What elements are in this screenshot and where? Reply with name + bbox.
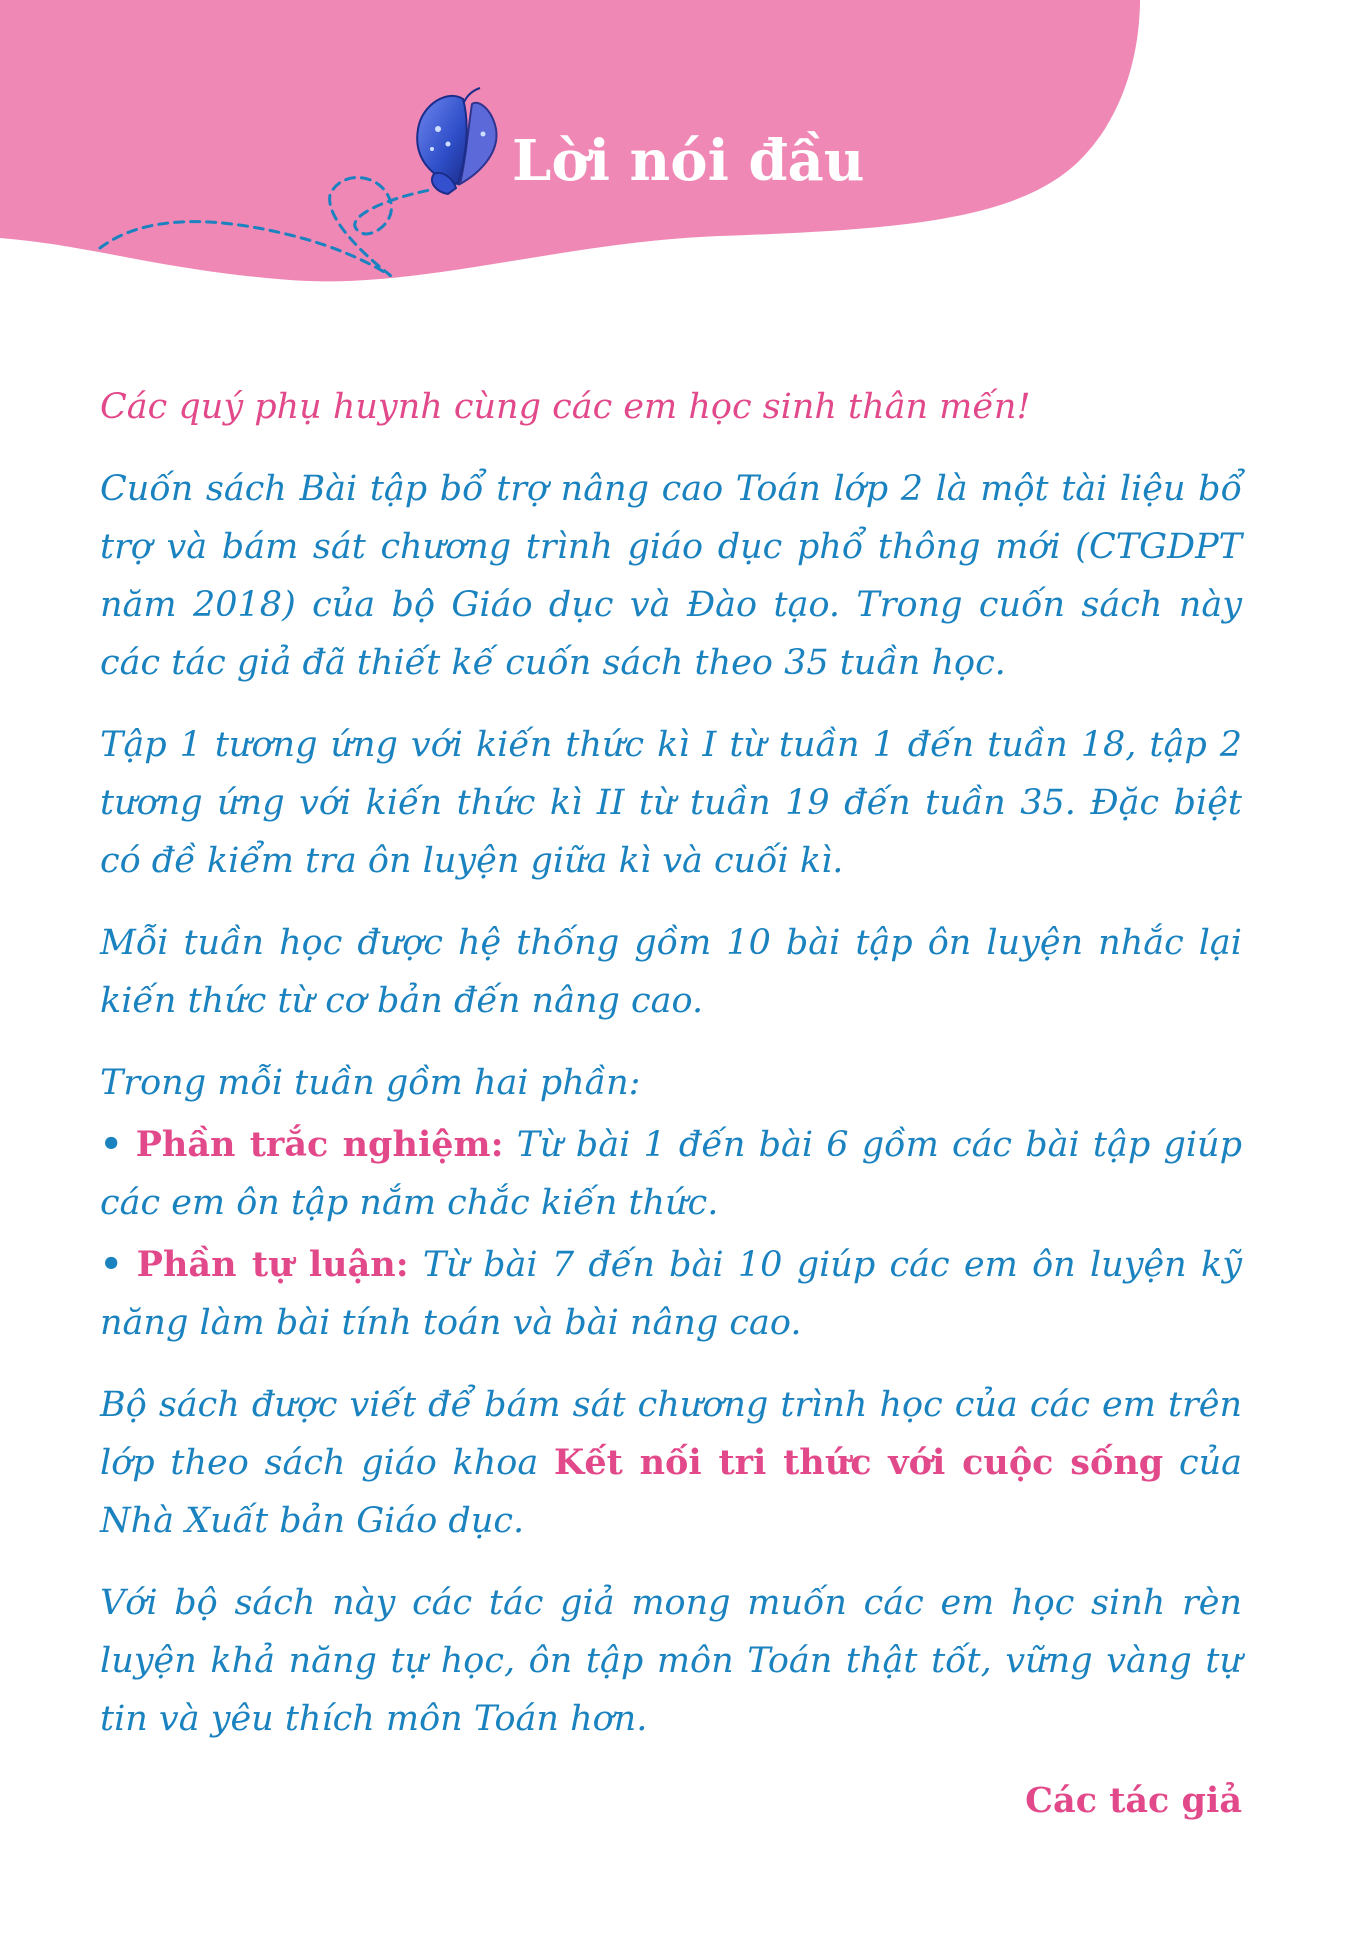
paragraph-text: của Nhà Xuất bản Giáo dục. bbox=[100, 1443, 1242, 1541]
paragraph-volumes: Tập 1 tương ứng với kiến thức kì I từ tuần 1 đến tuần 18, tập 2 tương ứng với kiến thức kì II từ tuần 19 đến tuần 35. Đặc biệt có đề kiểm tra ôn luyện giữa kì và cuối kì. bbox=[100, 725, 1242, 881]
bullet-label: Phần tự luận: bbox=[136, 1244, 409, 1285]
paragraph-intro: Cuốn sách Bài tập bổ trợ nâng cao Toán lớp 2 là một tài liệu bổ trợ và bám sát chương trình giáo dục phổ thông mới (CTGDPT năm 2018) của bộ Giáo dục và Đào tạo. Trong cuốn sách này các tác giả đã thiết kế cuốn sách theo 35 tuần học. bbox=[100, 469, 1242, 683]
paragraph-textbook bbox=[100, 1376, 1242, 1550]
paragraph-text: Bộ sách được viết để bám sát chương trình học của các em trên lớp theo sách giáo khoa bbox=[100, 1385, 1242, 1483]
bullet-essay bbox=[100, 1236, 1242, 1352]
page-title: Lời nói đầu bbox=[512, 128, 865, 194]
bullet-label: Phần trắc nghiệm: bbox=[135, 1124, 504, 1165]
greeting: Các quý phụ huynh cùng các em học sinh thân mến! bbox=[100, 387, 1031, 427]
bullet-text: Từ bài 7 đến bài 10 giúp các em ôn luyện kỹ năng làm bài tính toán và bài nâng cao. bbox=[100, 1245, 1242, 1343]
paragraph-weekly: Mỗi tuần học được hệ thống gồm 10 bài tập ôn luyện nhắc lại kiến thức từ cơ bản đến nâng cao. bbox=[100, 923, 1242, 1021]
signature: Các tác giả bbox=[1025, 1780, 1242, 1821]
textbook-series-name: Kết nối tri thức với cuộc sống bbox=[553, 1442, 1164, 1483]
paragraph-parts-intro: Trong mỗi tuần gồm hai phần: bbox=[100, 1063, 641, 1103]
bullet-marker: • bbox=[100, 1124, 123, 1165]
bullet-multiple-choice bbox=[100, 1116, 1242, 1232]
bullet-text: Từ bài 1 đến bài 6 gồm các bài tập giúp các em ôn tập nắm chắc kiến thức. bbox=[100, 1125, 1242, 1223]
butterfly-icon bbox=[408, 84, 508, 214]
preface-body bbox=[100, 378, 1242, 1854]
paragraph-goal: Với bộ sách này các tác giả mong muốn các em học sinh rèn luyện khả năng tự học, ôn tập môn Toán thật tốt, vững vàng tự tin và yêu thích môn Toán hơn. bbox=[100, 1583, 1242, 1739]
bullet-marker: • bbox=[100, 1244, 123, 1285]
